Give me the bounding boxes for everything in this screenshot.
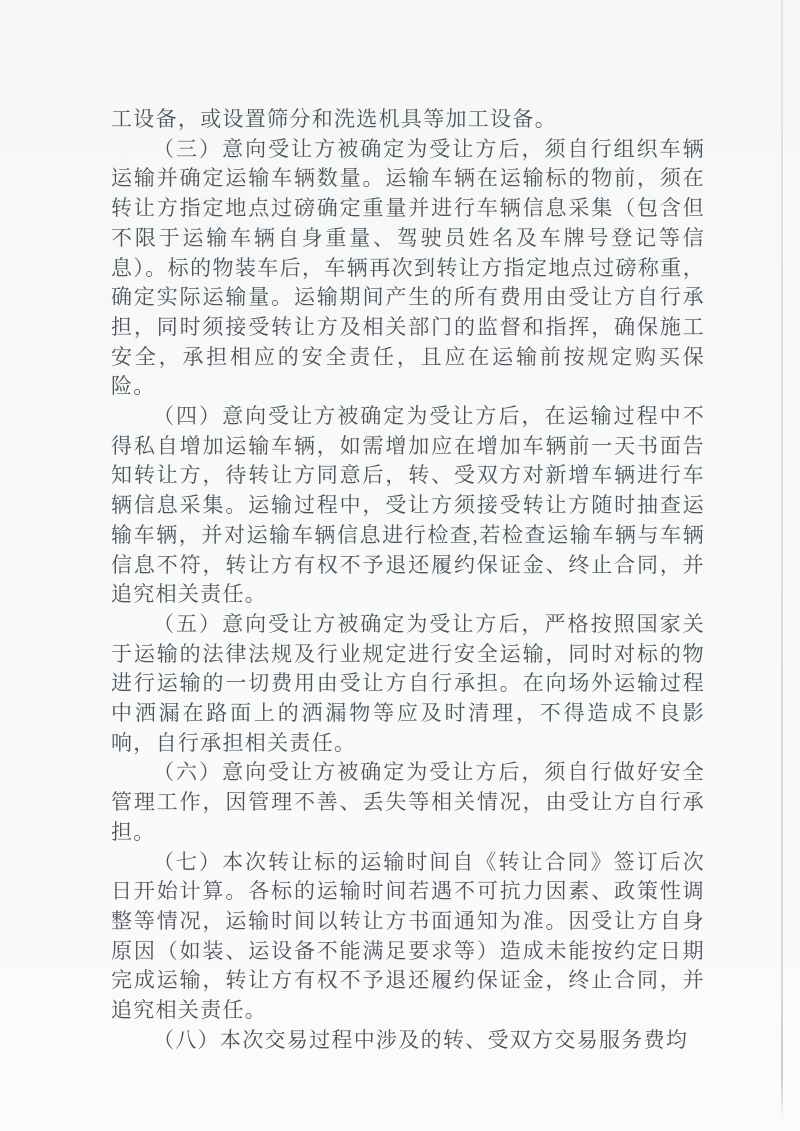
paragraph-clause-8: （八）本次交易过程中涉及的转、受双方交易服务费均 [153,1027,689,1052]
paragraph-clause-4: （四）意向受让方被确定为受让方后，在运输过程中不得私自增加运输车辆，如需增加应在增加车辆前一天书面告知转让方，待转让方同意后，转、受双方对新增车辆进行车辆信息采集。运输过程中，受让方须接受转让方随时抽查运输车辆，并对运输车辆信息进行检查,若检查运输车辆与车辆信息不符，转让方有权不予退还履约保证金、终止合同，并追究相关责任。 [111,404,705,607]
paragraph-clause-3: （三）意向受让方被确定为受让方后，须自行组织车辆运输并确定运输车辆数量。运输车辆在运输标的物前，须在转让方指定地点过磅确定重量并进行车辆信息采集（包含但不限于运输车辆自身重量、驾驶员姓名及车牌号登记等信息）。标的物装车后，车辆再次到转让方指定地点过磅称重，确定实际运输量。运输期间产生的所有费用由受让方自行承担，同时须接受转让方及相关部门的监督和指挥，确保施工安全，承担相应的安全责任，且应在运输前按规定购买保险。 [111,136,705,399]
paragraph-clause-7: （七）本次转让标的运输时间自《转让合同》签订后次日开始计算。各标的运输时间若遇不可抗力因素、政策性调整等情况，运输时间以转让方书面通知为准。因受让方自身原因（如装、运设备不能满足要求等）造成未能按约定日期完成运输，转让方有权不予退还履约保证金，终止合同，并追究相关责任。 [111,849,705,1023]
document-text-block [111,105,705,1056]
scan-edge-line [781,0,783,1121]
paragraph-clause-5: （五）意向受让方被确定为受让方后，严格按照国家关于运输的法律法规及行业规定进行安全运输，同时对标的物进行运输的一切费用由受让方自行承担。在向场外运输过程中洒漏在路面上的洒漏物等应及时清理，不得造成不良影响，自行承担相关责任。 [111,611,705,755]
paragraph-clause-6: （六）意向受让方被确定为受让方后，须自行做好安全管理工作，因管理不善、丢失等相关情况，由受让方自行承担。 [111,760,705,844]
paragraph-continuation-top: 工设备，或设置筛分和洗选机具等加工设备。 [111,107,557,131]
